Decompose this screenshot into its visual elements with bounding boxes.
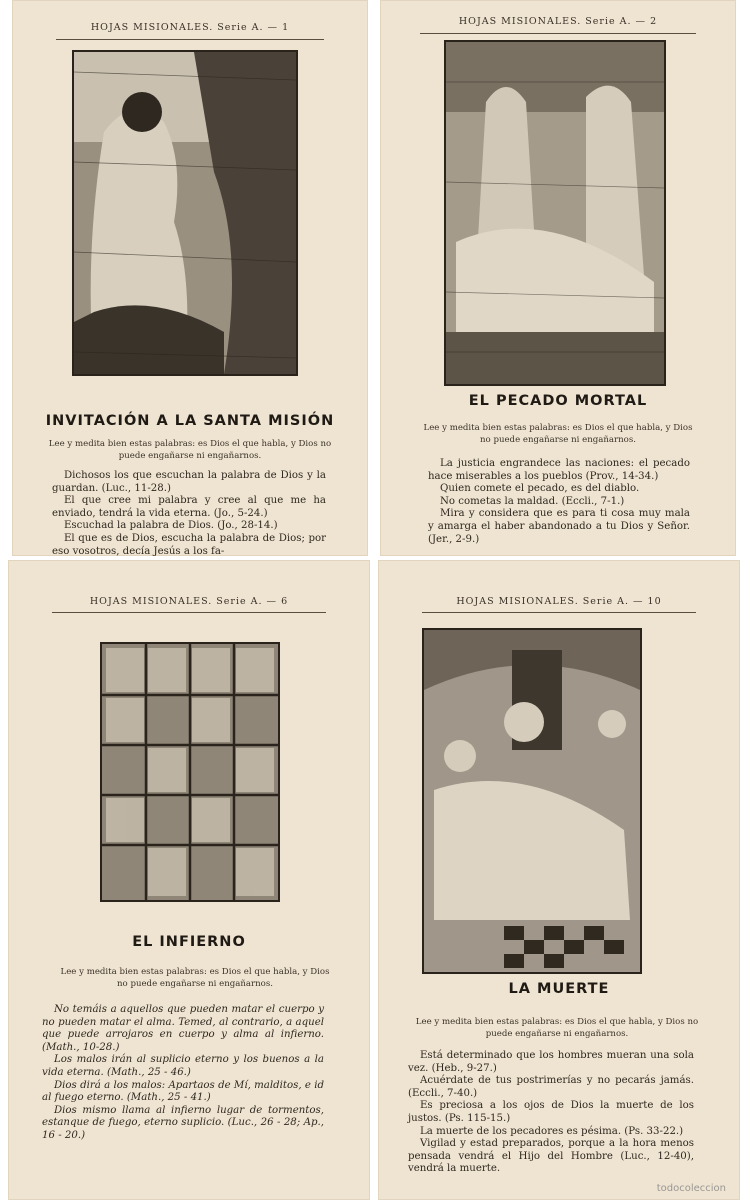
engraving-death-of-saint-joseph bbox=[422, 628, 642, 974]
leaflet-title: EL INFIERNO bbox=[132, 934, 246, 950]
paragraph: Está determinado que los hombres mueran una sola vez. (Heb., 9-27.) bbox=[408, 1050, 694, 1074]
leaflet-infierno bbox=[8, 560, 370, 1200]
intro-text: Lee y medita bien estas palabras: es Dios el que habla, y Dios no puede engañarse ni engañarnos. bbox=[48, 439, 332, 461]
engraving-christ-knocking bbox=[72, 50, 298, 376]
paragraph: No temáis a aquellos que pueden matar el cuerpo y no pueden matar el alma. Temed, al contrario, a aquel que puede arrojaros en cuerpo y alma al infierno. (Math., 10-28.) bbox=[42, 1004, 324, 1053]
header-rule bbox=[52, 612, 326, 613]
leaflet-title: INVITACIÓN A LA SANTA MISIÓN bbox=[45, 413, 335, 429]
leaflet-invitacion bbox=[12, 0, 368, 556]
paragraph: Dios mismo llama al infierno lugar de tormentos, estanque de fuego, eterno suplicio. (Luc., 26 - 28; Ap., 16 - 20.) bbox=[42, 1104, 324, 1141]
paragraph: Dichosos los que escuchan la palabra de Dios y la guardan. (Luc., 11-28.) bbox=[52, 470, 326, 494]
paragraph: Mira y considera que es para ti cosa muy mala y amarga el haber abandonado a tu Dios y Señor. (Jer., 2-9.) bbox=[428, 508, 690, 545]
paragraph: El que es de Dios, escucha la palabra de Dios; por eso vosotros, decía Jesús a los fa- bbox=[52, 532, 326, 556]
watermark: todocoleccion bbox=[656, 1183, 726, 1194]
paragraph: No cometas la maldad. (Eccli., 7-1.) bbox=[440, 495, 625, 507]
paragraph: Dios dirá a los malos: Apartaos de Mí, malditos, e id al fuego eterno. (Math., 25 - 41.) bbox=[42, 1079, 324, 1104]
header-rule bbox=[420, 33, 696, 34]
scripture-body bbox=[42, 1004, 324, 1143]
leaflet-title: EL PECADO MORTAL bbox=[468, 393, 648, 409]
engraving-hell-panels bbox=[100, 642, 280, 902]
paragraph: Acuérdate de tus postrimerías y no pecarás jamás. (Eccli., 7-40.) bbox=[408, 1075, 694, 1099]
paragraph: Vigilad y estad preparados, porque a la hora menos pensada vendrá el Hijo del Hombre (Luc., 12-40), vendrá la muerte. bbox=[408, 1138, 694, 1175]
paragraph: Los malos irán al suplicio eterno y los buenos a la vida eterna. (Math., 25 - 46.) bbox=[42, 1054, 324, 1078]
leaflet-header: HOJAS MISIONALES. Serie A. — 6 bbox=[89, 596, 289, 607]
leaflet-pecado-mortal bbox=[380, 0, 736, 556]
header-rule bbox=[56, 39, 324, 40]
intro-text: Lee y medita bien estas palabras: es Dios el que habla, y Dios no puede engañarse ni engañarnos. bbox=[423, 423, 693, 445]
intro-text: Lee y medita bien estas palabras: es Dios el que habla, y Dios no puede engañarse ni engañarnos. bbox=[60, 967, 330, 989]
paragraph: La justicia engrandece las naciones: el pecado hace miserables a los pueblos (Prov., 14-34.) bbox=[428, 458, 690, 482]
scripture-body bbox=[52, 470, 326, 556]
paragraph: La muerte de los pecadores es pésima. (Ps. 33-22.) bbox=[420, 1125, 684, 1137]
leaflet-header: HOJAS MISIONALES. Serie A. — 10 bbox=[456, 596, 662, 607]
paragraph: El que cree mi palabra y cree al que me ha enviado, tendrá la vida eterna. (Jo., 5-24.) bbox=[52, 495, 326, 519]
paragraph: Quien comete el pecado, es del diablo. bbox=[440, 483, 640, 495]
scripture-body bbox=[428, 458, 690, 546]
header-rule bbox=[422, 612, 696, 613]
paragraph: Es preciosa a los ojos de Dios la muerte de los justos. (Ps. 115-15.) bbox=[408, 1100, 694, 1124]
intro-text: Lee y medita bien estas palabras: es Dios el que habla, y Dios no puede engañarse ni engañarnos. bbox=[415, 1017, 699, 1039]
leaflet-muerte bbox=[378, 560, 740, 1200]
leaflet-title: LA MUERTE bbox=[508, 981, 610, 997]
scripture-body bbox=[408, 1050, 694, 1176]
paragraph: Escuchad la palabra de Dios. (Jo., 28-14.) bbox=[64, 520, 278, 532]
engraving-deathbed bbox=[444, 40, 666, 386]
leaflet-header: HOJAS MISIONALES. Serie A. — 2 bbox=[458, 16, 658, 27]
leaflet-header: HOJAS MISIONALES. Serie A. — 1 bbox=[90, 22, 290, 33]
